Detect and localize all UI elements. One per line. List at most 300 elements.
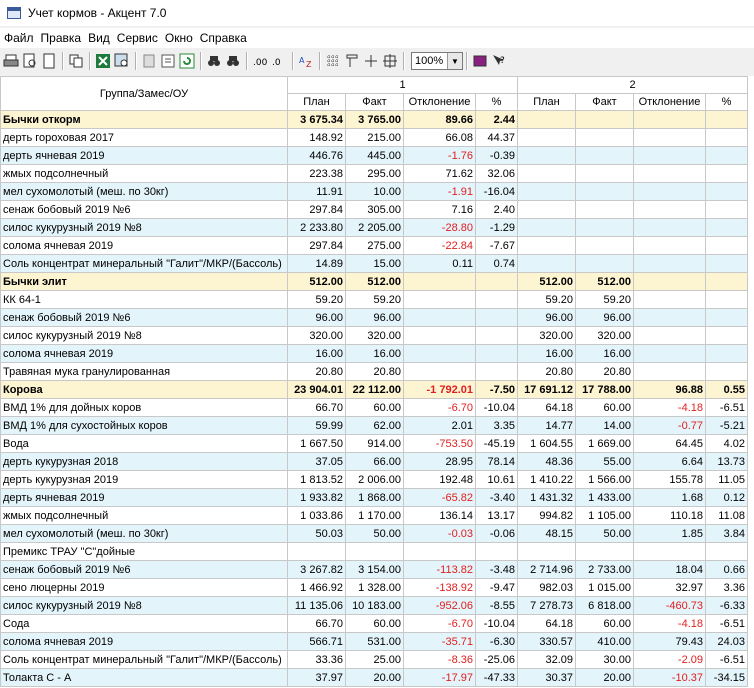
value-cell[interactable]: 305.00 bbox=[346, 201, 404, 219]
value-cell[interactable]: 1 328.00 bbox=[346, 579, 404, 597]
value-cell[interactable]: 24.03 bbox=[706, 633, 748, 651]
row-name-cell[interactable]: Премикс ТРАУ "С"дойные bbox=[1, 543, 288, 561]
value-cell[interactable]: 192.48 bbox=[404, 471, 476, 489]
value-cell[interactable]: -8.55 bbox=[476, 597, 518, 615]
value-cell[interactable]: 0.74 bbox=[476, 255, 518, 273]
value-cell[interactable]: 2 233.80 bbox=[288, 219, 346, 237]
value-cell[interactable]: -753.50 bbox=[404, 435, 476, 453]
value-cell[interactable] bbox=[576, 129, 634, 147]
filter-icon[interactable] bbox=[159, 52, 177, 70]
value-cell[interactable]: 59.20 bbox=[576, 291, 634, 309]
value-cell[interactable] bbox=[518, 255, 576, 273]
value-cell[interactable]: 1 933.82 bbox=[288, 489, 346, 507]
value-cell[interactable]: -138.92 bbox=[404, 579, 476, 597]
value-cell[interactable]: 320.00 bbox=[288, 327, 346, 345]
menu-help[interactable]: Справка bbox=[199, 31, 247, 45]
value-cell[interactable]: 512.00 bbox=[518, 273, 576, 291]
value-cell[interactable]: -8.36 bbox=[404, 651, 476, 669]
context-help-icon[interactable] bbox=[490, 52, 508, 70]
find-icon[interactable] bbox=[205, 52, 223, 70]
table-row[interactable] bbox=[1, 471, 748, 489]
table-row[interactable] bbox=[1, 435, 748, 453]
table-row[interactable] bbox=[1, 363, 748, 381]
value-cell[interactable]: -4.18 bbox=[634, 399, 706, 417]
value-cell[interactable]: 66.08 bbox=[404, 129, 476, 147]
note-icon[interactable] bbox=[140, 52, 158, 70]
value-cell[interactable]: 28.95 bbox=[404, 453, 476, 471]
value-cell[interactable]: -2.09 bbox=[634, 651, 706, 669]
value-cell[interactable]: 3 765.00 bbox=[346, 111, 404, 129]
value-cell[interactable]: 6.64 bbox=[634, 453, 706, 471]
row-name-cell[interactable]: ВМД 1% для дойных коров bbox=[1, 399, 288, 417]
value-cell[interactable]: 20.00 bbox=[576, 669, 634, 687]
value-cell[interactable]: 15.00 bbox=[346, 255, 404, 273]
value-cell[interactable] bbox=[706, 363, 748, 381]
value-cell[interactable]: 982.03 bbox=[518, 579, 576, 597]
value-cell[interactable] bbox=[706, 165, 748, 183]
menu-file[interactable]: Файл bbox=[4, 31, 34, 45]
value-cell[interactable]: 64.45 bbox=[634, 435, 706, 453]
value-cell[interactable] bbox=[404, 273, 476, 291]
menu-service[interactable]: Сервис bbox=[116, 31, 158, 45]
value-cell[interactable]: 1 868.00 bbox=[346, 489, 404, 507]
table-row[interactable] bbox=[1, 525, 748, 543]
value-cell[interactable]: 0.12 bbox=[706, 489, 748, 507]
value-cell[interactable]: 37.97 bbox=[288, 669, 346, 687]
value-cell[interactable]: 62.00 bbox=[346, 417, 404, 435]
value-cell[interactable]: 1 566.00 bbox=[576, 471, 634, 489]
value-cell[interactable]: 223.38 bbox=[288, 165, 346, 183]
value-cell[interactable]: 30.00 bbox=[576, 651, 634, 669]
value-cell[interactable]: 14.00 bbox=[576, 417, 634, 435]
value-cell[interactable] bbox=[706, 255, 748, 273]
row-name-cell[interactable]: КК 64-1 bbox=[1, 291, 288, 309]
value-cell[interactable]: 60.00 bbox=[576, 615, 634, 633]
value-cell[interactable]: 96.00 bbox=[346, 309, 404, 327]
value-cell[interactable]: -35.71 bbox=[404, 633, 476, 651]
value-cell[interactable]: -1.91 bbox=[404, 183, 476, 201]
value-cell[interactable]: 2.40 bbox=[476, 201, 518, 219]
value-cell[interactable]: 20.80 bbox=[288, 363, 346, 381]
value-cell[interactable]: -5.21 bbox=[706, 417, 748, 435]
table-group-row[interactable] bbox=[1, 381, 748, 399]
copy-icon[interactable] bbox=[67, 52, 85, 70]
value-cell[interactable] bbox=[518, 219, 576, 237]
value-cell[interactable]: 59.20 bbox=[288, 291, 346, 309]
value-cell[interactable]: -6.51 bbox=[706, 651, 748, 669]
table-row[interactable] bbox=[1, 237, 748, 255]
value-cell[interactable]: 55.00 bbox=[576, 453, 634, 471]
value-cell[interactable]: 66.00 bbox=[346, 453, 404, 471]
value-cell[interactable]: 48.36 bbox=[518, 453, 576, 471]
row-name-cell[interactable]: силос кукурузный 2019 №8 bbox=[1, 219, 288, 237]
row-name-cell[interactable]: Бычки элит bbox=[1, 273, 288, 291]
value-cell[interactable]: 0.11 bbox=[404, 255, 476, 273]
print-icon[interactable] bbox=[2, 52, 20, 70]
value-cell[interactable]: 155.78 bbox=[634, 471, 706, 489]
value-cell[interactable]: -9.47 bbox=[476, 579, 518, 597]
grid-icon[interactable] bbox=[324, 52, 342, 70]
value-cell[interactable]: 1.85 bbox=[634, 525, 706, 543]
decimal-increase-icon[interactable] bbox=[251, 52, 269, 70]
table-row[interactable] bbox=[1, 219, 748, 237]
zoom-table-icon[interactable] bbox=[113, 52, 131, 70]
value-cell[interactable] bbox=[706, 183, 748, 201]
table-row[interactable] bbox=[1, 615, 748, 633]
value-cell[interactable]: -1 792.01 bbox=[404, 381, 476, 399]
value-cell[interactable] bbox=[634, 201, 706, 219]
value-cell[interactable] bbox=[634, 255, 706, 273]
value-cell[interactable] bbox=[518, 237, 576, 255]
value-cell[interactable]: 446.76 bbox=[288, 147, 346, 165]
value-cell[interactable] bbox=[706, 543, 748, 561]
value-cell[interactable] bbox=[634, 543, 706, 561]
value-cell[interactable] bbox=[476, 543, 518, 561]
table-row[interactable] bbox=[1, 561, 748, 579]
row-name-cell[interactable]: дерть ячневая 2019 bbox=[1, 147, 288, 165]
columns-icon[interactable] bbox=[343, 52, 361, 70]
column-header-deviation[interactable]: Отклонение bbox=[634, 94, 706, 111]
column-header-fact[interactable]: Факт bbox=[346, 94, 404, 111]
row-name-cell[interactable]: ВМД 1% для сухостойных коров bbox=[1, 417, 288, 435]
value-cell[interactable]: -3.48 bbox=[476, 561, 518, 579]
value-cell[interactable]: 2 006.00 bbox=[346, 471, 404, 489]
value-cell[interactable]: 33.36 bbox=[288, 651, 346, 669]
value-cell[interactable] bbox=[476, 291, 518, 309]
value-cell[interactable] bbox=[518, 129, 576, 147]
value-cell[interactable]: -6.70 bbox=[404, 399, 476, 417]
value-cell[interactable]: 16.00 bbox=[288, 345, 346, 363]
value-cell[interactable]: 10.61 bbox=[476, 471, 518, 489]
value-cell[interactable]: 20.00 bbox=[346, 669, 404, 687]
value-cell[interactable] bbox=[518, 201, 576, 219]
row-name-cell[interactable]: сено люцерны 2019 bbox=[1, 579, 288, 597]
menu-edit[interactable]: Правка bbox=[40, 31, 82, 45]
value-cell[interactable]: -10.37 bbox=[634, 669, 706, 687]
value-cell[interactable]: 297.84 bbox=[288, 201, 346, 219]
value-cell[interactable]: 44.37 bbox=[476, 129, 518, 147]
table-row[interactable] bbox=[1, 651, 748, 669]
column-header-plan[interactable]: План bbox=[518, 94, 576, 111]
table-row[interactable] bbox=[1, 633, 748, 651]
value-cell[interactable]: -113.82 bbox=[404, 561, 476, 579]
value-cell[interactable] bbox=[518, 111, 576, 129]
value-cell[interactable] bbox=[576, 543, 634, 561]
help-book-icon[interactable] bbox=[471, 52, 489, 70]
table-row[interactable] bbox=[1, 417, 748, 435]
value-cell[interactable]: 1 105.00 bbox=[576, 507, 634, 525]
value-cell[interactable] bbox=[634, 237, 706, 255]
value-cell[interactable]: 11 135.06 bbox=[288, 597, 346, 615]
value-cell[interactable]: 295.00 bbox=[346, 165, 404, 183]
value-cell[interactable]: 566.71 bbox=[288, 633, 346, 651]
value-cell[interactable]: 16.00 bbox=[576, 345, 634, 363]
value-cell[interactable]: 50.00 bbox=[346, 525, 404, 543]
value-cell[interactable] bbox=[634, 345, 706, 363]
row-name-cell[interactable]: Соль концентрат минеральный "Галит"/МКР/(Бассоль) bbox=[1, 255, 288, 273]
table-row[interactable] bbox=[1, 597, 748, 615]
column-header-deviation[interactable]: Отклонение bbox=[404, 94, 476, 111]
value-cell[interactable] bbox=[346, 543, 404, 561]
row-name-cell[interactable]: дерть кукурузная 2019 bbox=[1, 471, 288, 489]
row-name-cell[interactable]: дерть ячневая 2019 bbox=[1, 489, 288, 507]
find-next-icon[interactable] bbox=[224, 52, 242, 70]
value-cell[interactable] bbox=[476, 363, 518, 381]
value-cell[interactable]: 1 433.00 bbox=[576, 489, 634, 507]
row-name-cell[interactable]: сенаж бобовый 2019 №6 bbox=[1, 201, 288, 219]
table-row[interactable] bbox=[1, 327, 748, 345]
value-cell[interactable]: 1 669.00 bbox=[576, 435, 634, 453]
decimal-decrease-icon[interactable] bbox=[270, 52, 288, 70]
value-cell[interactable]: 10.00 bbox=[346, 183, 404, 201]
value-cell[interactable]: 1 170.00 bbox=[346, 507, 404, 525]
table-row[interactable] bbox=[1, 165, 748, 183]
excel-export-icon[interactable] bbox=[94, 52, 112, 70]
value-cell[interactable]: -1.29 bbox=[476, 219, 518, 237]
value-cell[interactable]: 78.14 bbox=[476, 453, 518, 471]
value-cell[interactable]: 1 604.55 bbox=[518, 435, 576, 453]
table-row[interactable] bbox=[1, 507, 748, 525]
value-cell[interactable]: 96.00 bbox=[288, 309, 346, 327]
row-name-cell[interactable]: мел сухомолотый (меш. по 30кг) bbox=[1, 183, 288, 201]
row-name-cell[interactable]: Вода bbox=[1, 435, 288, 453]
value-cell[interactable] bbox=[706, 327, 748, 345]
value-cell[interactable]: 6 818.00 bbox=[576, 597, 634, 615]
value-cell[interactable]: -10.04 bbox=[476, 615, 518, 633]
value-cell[interactable]: 1 431.32 bbox=[518, 489, 576, 507]
value-cell[interactable] bbox=[706, 273, 748, 291]
value-cell[interactable]: 59.20 bbox=[518, 291, 576, 309]
value-cell[interactable] bbox=[518, 165, 576, 183]
row-name-cell[interactable]: Соль концентрат минеральный "Галит"/МКР/(Бассоль) bbox=[1, 651, 288, 669]
value-cell[interactable] bbox=[576, 255, 634, 273]
value-cell[interactable]: 330.57 bbox=[518, 633, 576, 651]
value-cell[interactable]: 410.00 bbox=[576, 633, 634, 651]
value-cell[interactable]: 20.80 bbox=[518, 363, 576, 381]
value-cell[interactable] bbox=[706, 237, 748, 255]
table-row[interactable] bbox=[1, 129, 748, 147]
value-cell[interactable] bbox=[288, 543, 346, 561]
value-cell[interactable]: 3 154.00 bbox=[346, 561, 404, 579]
value-cell[interactable]: -65.82 bbox=[404, 489, 476, 507]
value-cell[interactable]: 20.80 bbox=[576, 363, 634, 381]
value-cell[interactable] bbox=[576, 165, 634, 183]
value-cell[interactable]: 110.18 bbox=[634, 507, 706, 525]
value-cell[interactable]: 1.68 bbox=[634, 489, 706, 507]
column-header-plan[interactable]: План bbox=[288, 94, 346, 111]
table-row[interactable] bbox=[1, 345, 748, 363]
column-header-group[interactable]: Группа/Замес/ОУ bbox=[1, 77, 288, 111]
row-name-cell[interactable]: сенаж бобовый 2019 №6 bbox=[1, 561, 288, 579]
value-cell[interactable] bbox=[576, 201, 634, 219]
value-cell[interactable]: -16.04 bbox=[476, 183, 518, 201]
value-cell[interactable]: 1 410.22 bbox=[518, 471, 576, 489]
column-header-fact[interactable]: Факт bbox=[576, 94, 634, 111]
value-cell[interactable]: 0.66 bbox=[706, 561, 748, 579]
value-cell[interactable] bbox=[706, 129, 748, 147]
value-cell[interactable] bbox=[476, 327, 518, 345]
table-row[interactable] bbox=[1, 291, 748, 309]
value-cell[interactable]: 1 033.86 bbox=[288, 507, 346, 525]
value-cell[interactable]: -6.33 bbox=[706, 597, 748, 615]
value-cell[interactable]: 66.70 bbox=[288, 615, 346, 633]
table-row[interactable] bbox=[1, 543, 748, 561]
value-cell[interactable] bbox=[706, 219, 748, 237]
value-cell[interactable]: -47.33 bbox=[476, 669, 518, 687]
value-cell[interactable]: 11.91 bbox=[288, 183, 346, 201]
value-cell[interactable]: 17 691.12 bbox=[518, 381, 576, 399]
value-cell[interactable]: 37.05 bbox=[288, 453, 346, 471]
value-cell[interactable]: -460.73 bbox=[634, 597, 706, 615]
value-cell[interactable]: 3.35 bbox=[476, 417, 518, 435]
value-cell[interactable]: 3.36 bbox=[706, 579, 748, 597]
value-cell[interactable] bbox=[634, 147, 706, 165]
value-cell[interactable] bbox=[634, 291, 706, 309]
menu-window[interactable]: Окно bbox=[164, 31, 193, 45]
value-cell[interactable]: 22 112.00 bbox=[346, 381, 404, 399]
value-cell[interactable] bbox=[476, 273, 518, 291]
value-cell[interactable] bbox=[634, 183, 706, 201]
table-row[interactable] bbox=[1, 183, 748, 201]
value-cell[interactable] bbox=[404, 327, 476, 345]
row-name-cell[interactable]: мел сухомолотый (меш. по 30кг) bbox=[1, 525, 288, 543]
value-cell[interactable] bbox=[576, 147, 634, 165]
value-cell[interactable]: 13.17 bbox=[476, 507, 518, 525]
value-cell[interactable]: 20.80 bbox=[346, 363, 404, 381]
value-cell[interactable]: 297.84 bbox=[288, 237, 346, 255]
value-cell[interactable]: -0.77 bbox=[634, 417, 706, 435]
value-cell[interactable]: -34.15 bbox=[706, 669, 748, 687]
value-cell[interactable] bbox=[634, 363, 706, 381]
table-group-row[interactable] bbox=[1, 273, 748, 291]
value-cell[interactable]: 994.82 bbox=[518, 507, 576, 525]
column-header-percent[interactable]: % bbox=[706, 94, 748, 111]
row-name-cell[interactable]: силос кукурузный 2019 №8 bbox=[1, 597, 288, 615]
value-cell[interactable] bbox=[576, 183, 634, 201]
value-cell[interactable] bbox=[634, 111, 706, 129]
value-cell[interactable]: 320.00 bbox=[346, 327, 404, 345]
value-cell[interactable]: 32.97 bbox=[634, 579, 706, 597]
value-cell[interactable]: -1.76 bbox=[404, 147, 476, 165]
value-cell[interactable]: 2.44 bbox=[476, 111, 518, 129]
row-name-cell[interactable]: силос кукурузный 2019 №8 bbox=[1, 327, 288, 345]
value-cell[interactable]: 1 015.00 bbox=[576, 579, 634, 597]
value-cell[interactable]: 64.18 bbox=[518, 615, 576, 633]
value-cell[interactable]: 0.55 bbox=[706, 381, 748, 399]
chevron-down-icon[interactable]: ▼ bbox=[447, 53, 462, 69]
value-cell[interactable]: 3 675.34 bbox=[288, 111, 346, 129]
value-cell[interactable]: 71.62 bbox=[404, 165, 476, 183]
value-cell[interactable]: 531.00 bbox=[346, 633, 404, 651]
value-cell[interactable]: 30.37 bbox=[518, 669, 576, 687]
fit-icon[interactable] bbox=[381, 52, 399, 70]
value-cell[interactable]: 215.00 bbox=[346, 129, 404, 147]
row-name-cell[interactable]: дерть гороховая 2017 bbox=[1, 129, 288, 147]
zoom-select[interactable] bbox=[411, 52, 463, 70]
value-cell[interactable]: 3.84 bbox=[706, 525, 748, 543]
value-cell[interactable]: -6.30 bbox=[476, 633, 518, 651]
row-name-cell[interactable]: Толакта С - А bbox=[1, 669, 288, 687]
row-name-cell[interactable]: солома ячневая 2019 bbox=[1, 633, 288, 651]
table-row[interactable] bbox=[1, 201, 748, 219]
value-cell[interactable]: 32.06 bbox=[476, 165, 518, 183]
row-name-cell[interactable]: Сода bbox=[1, 615, 288, 633]
value-cell[interactable]: -25.06 bbox=[476, 651, 518, 669]
table-row[interactable] bbox=[1, 669, 748, 687]
value-cell[interactable] bbox=[404, 363, 476, 381]
row-name-cell[interactable]: жмых подсолнечный bbox=[1, 165, 288, 183]
value-cell[interactable]: 96.00 bbox=[576, 309, 634, 327]
value-cell[interactable]: 32.09 bbox=[518, 651, 576, 669]
value-cell[interactable] bbox=[634, 165, 706, 183]
table-group-row[interactable] bbox=[1, 111, 748, 129]
table-row[interactable] bbox=[1, 579, 748, 597]
row-name-cell[interactable]: Бычки откорм bbox=[1, 111, 288, 129]
menu-view[interactable]: Вид bbox=[88, 31, 110, 45]
value-cell[interactable]: 14.77 bbox=[518, 417, 576, 435]
value-cell[interactable]: 1 667.50 bbox=[288, 435, 346, 453]
table-row[interactable] bbox=[1, 489, 748, 507]
sort-icon[interactable] bbox=[297, 52, 315, 70]
value-cell[interactable]: 96.00 bbox=[518, 309, 576, 327]
value-cell[interactable]: 14.89 bbox=[288, 255, 346, 273]
value-cell[interactable] bbox=[404, 291, 476, 309]
value-cell[interactable]: -22.84 bbox=[404, 237, 476, 255]
value-cell[interactable]: 320.00 bbox=[576, 327, 634, 345]
value-cell[interactable]: 50.00 bbox=[576, 525, 634, 543]
row-name-cell[interactable]: солома ячневая 2019 bbox=[1, 345, 288, 363]
value-cell[interactable]: -952.06 bbox=[404, 597, 476, 615]
value-cell[interactable]: 2 714.96 bbox=[518, 561, 576, 579]
value-cell[interactable]: -10.04 bbox=[476, 399, 518, 417]
row-name-cell[interactable]: сенаж бобовый 2019 №6 bbox=[1, 309, 288, 327]
value-cell[interactable]: 512.00 bbox=[346, 273, 404, 291]
value-cell[interactable] bbox=[634, 273, 706, 291]
value-cell[interactable] bbox=[404, 309, 476, 327]
value-cell[interactable]: 445.00 bbox=[346, 147, 404, 165]
value-cell[interactable]: -45.19 bbox=[476, 435, 518, 453]
value-cell[interactable]: 512.00 bbox=[288, 273, 346, 291]
table-row[interactable] bbox=[1, 453, 748, 471]
value-cell[interactable]: -6.51 bbox=[706, 399, 748, 417]
value-cell[interactable]: 60.00 bbox=[346, 399, 404, 417]
value-cell[interactable]: 136.14 bbox=[404, 507, 476, 525]
value-cell[interactable]: 1 466.92 bbox=[288, 579, 346, 597]
value-cell[interactable]: 1 813.52 bbox=[288, 471, 346, 489]
value-cell[interactable]: -7.67 bbox=[476, 237, 518, 255]
value-cell[interactable] bbox=[634, 129, 706, 147]
row-name-cell[interactable]: солома ячневая 2019 bbox=[1, 237, 288, 255]
row-name-cell[interactable]: жмых подсолнечный bbox=[1, 507, 288, 525]
value-cell[interactable]: 2.01 bbox=[404, 417, 476, 435]
value-cell[interactable]: -6.51 bbox=[706, 615, 748, 633]
value-cell[interactable]: -28.80 bbox=[404, 219, 476, 237]
value-cell[interactable]: 148.92 bbox=[288, 129, 346, 147]
value-cell[interactable]: -17.97 bbox=[404, 669, 476, 687]
refresh-icon[interactable] bbox=[178, 52, 196, 70]
value-cell[interactable]: 25.00 bbox=[346, 651, 404, 669]
value-cell[interactable]: 320.00 bbox=[518, 327, 576, 345]
value-cell[interactable] bbox=[706, 345, 748, 363]
value-cell[interactable]: 275.00 bbox=[346, 237, 404, 255]
column-header-percent[interactable]: % bbox=[476, 94, 518, 111]
value-cell[interactable] bbox=[706, 111, 748, 129]
print-preview-icon[interactable] bbox=[21, 52, 39, 70]
value-cell[interactable]: 914.00 bbox=[346, 435, 404, 453]
value-cell[interactable]: 7 278.73 bbox=[518, 597, 576, 615]
value-cell[interactable] bbox=[576, 111, 634, 129]
table-row[interactable] bbox=[1, 147, 748, 165]
